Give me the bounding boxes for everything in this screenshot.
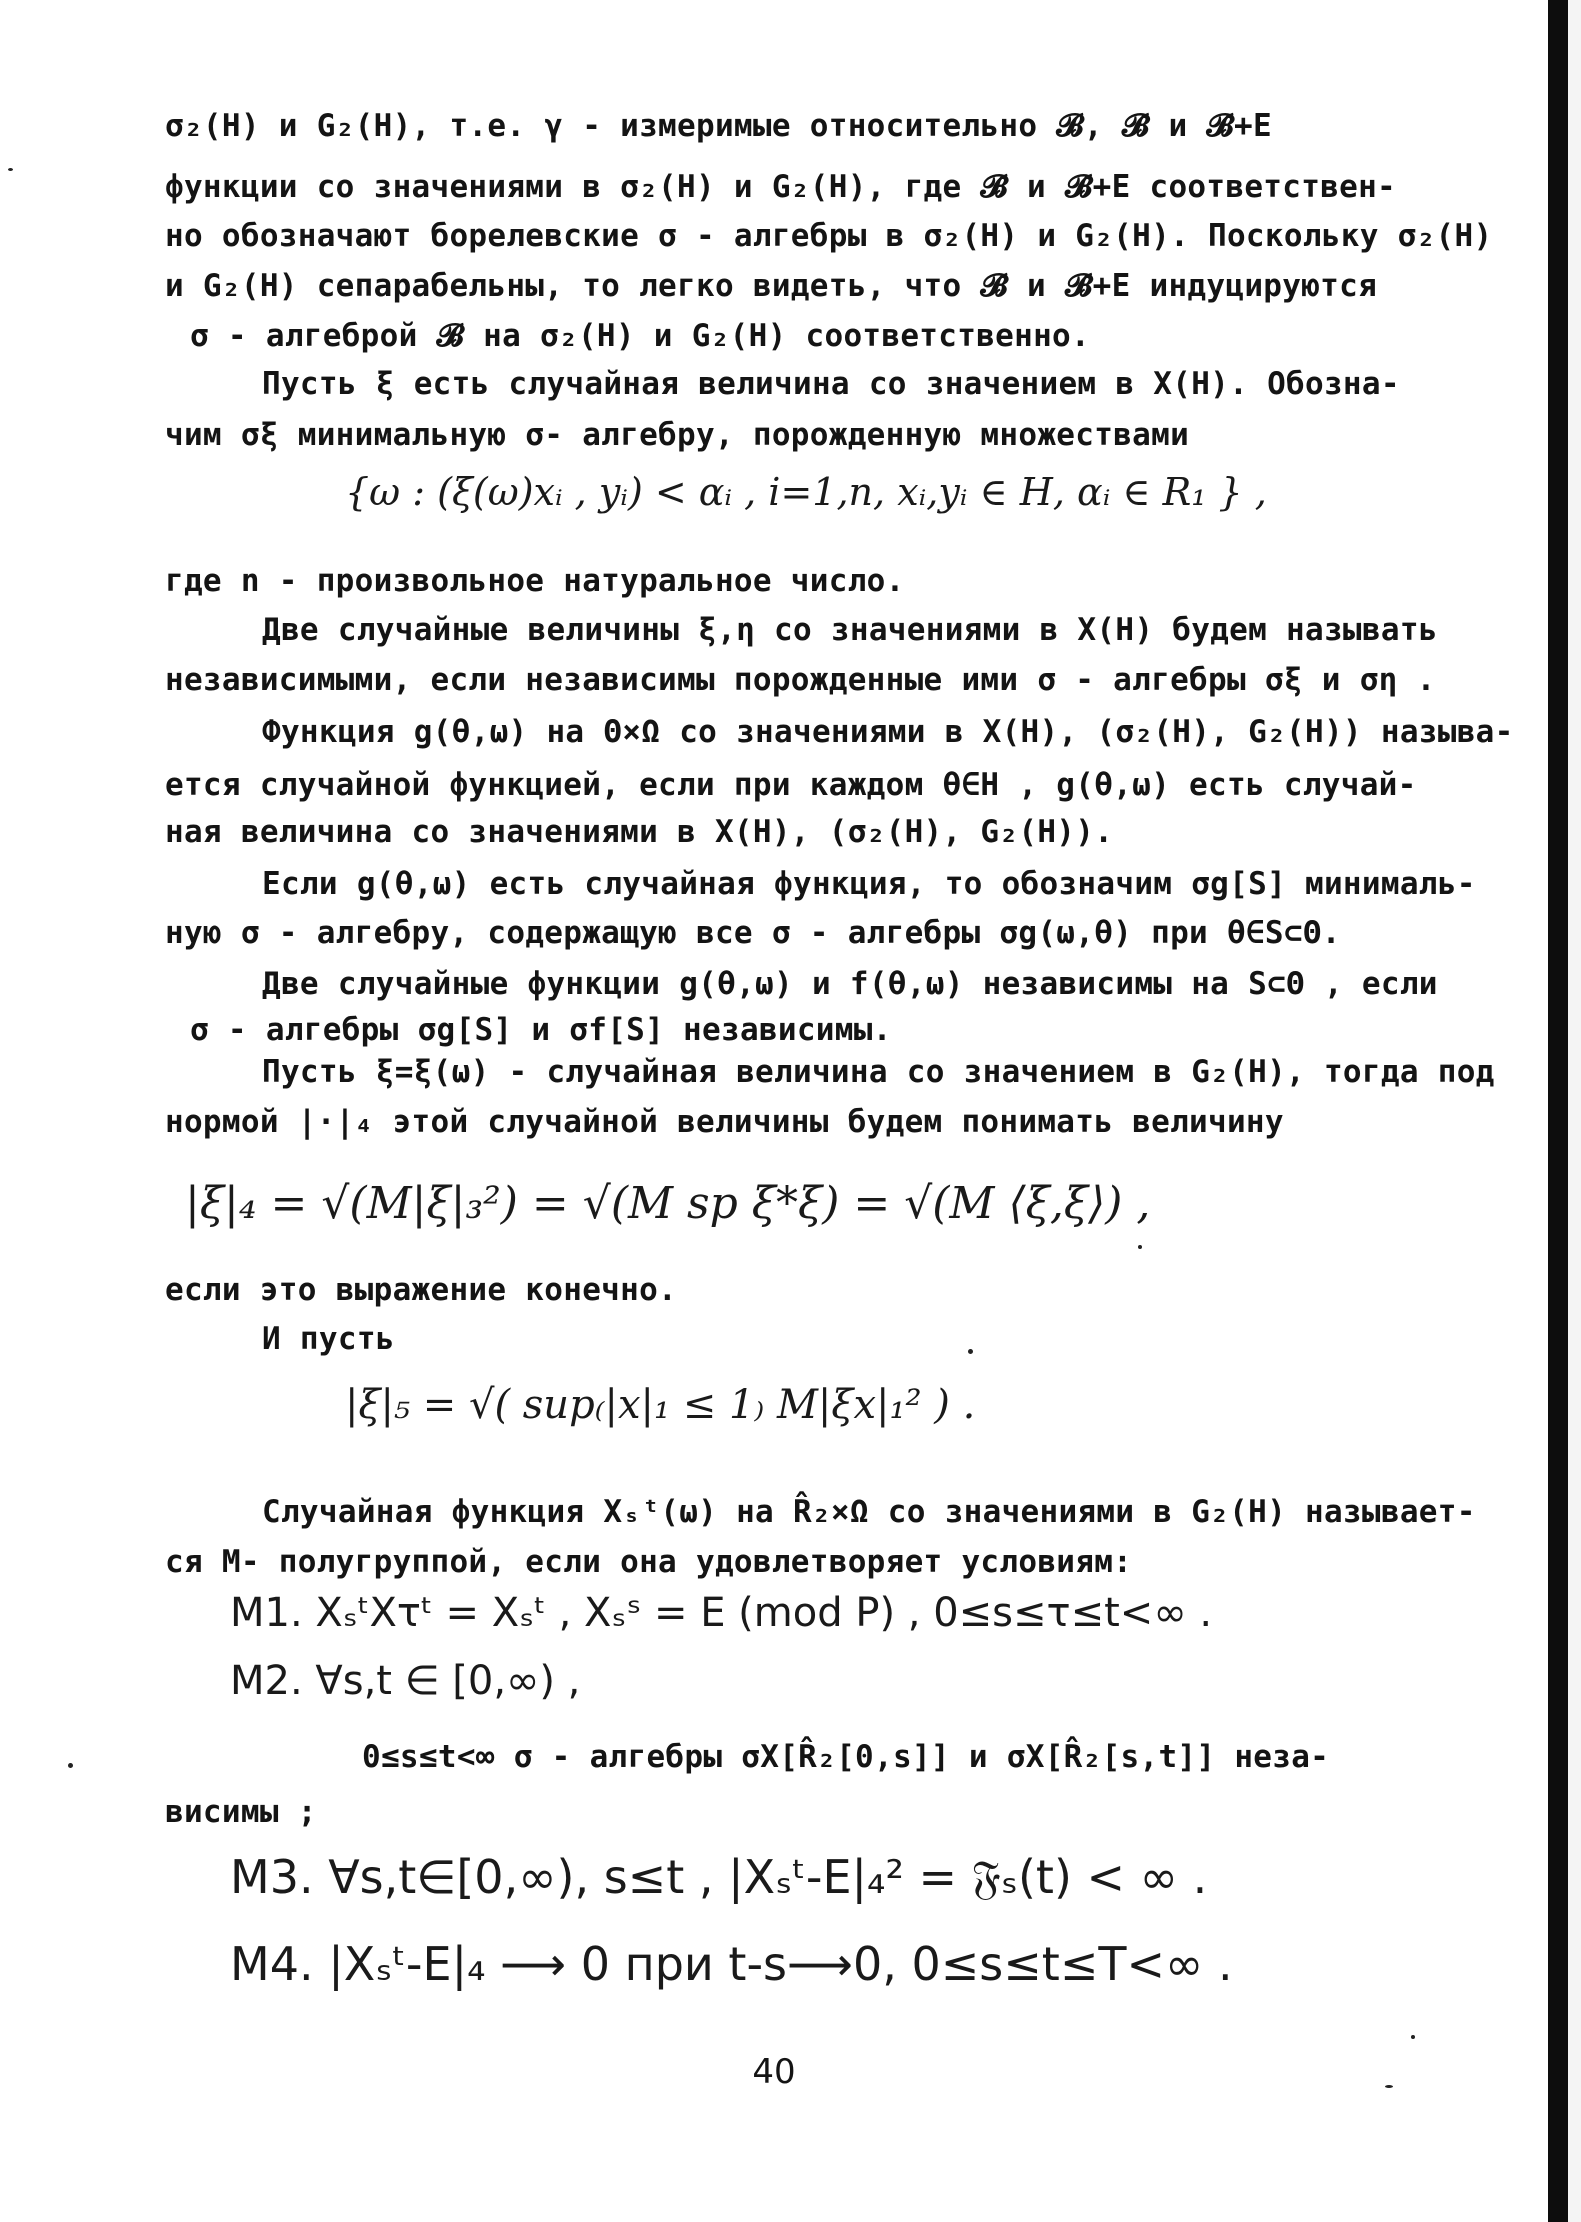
text-line: σ - алгебры σg[S] и σf[S] независимы. [190, 1012, 892, 1048]
condition-m1: M1. XₛᵗXτᵗ = Xₛᵗ , Xₛˢ = E (mod P) , 0≤s≤τ≤t<∞ . [230, 1590, 1213, 1636]
text-line: ся M- полугруппой, если она удовлетворяет условиям: [165, 1544, 1133, 1580]
text-line: нормой |·|₄ этой случайной величины будем понимать величину [165, 1104, 1284, 1140]
text-line: если это выражение конечно. [165, 1272, 678, 1308]
text-line: σ - алгеброй 𝓑 на σ₂(H) и G₂(H) соответственно. [190, 318, 1090, 354]
text-line: и G₂(H) сепарабельны, то легко видеть, что 𝓑̂ и 𝓑̂+E индуцируются [165, 268, 1378, 304]
paragraph-start: Две случайные величины ξ,η со значениями в X(H) будем называть [262, 612, 1438, 648]
scan-binding-edge [1548, 0, 1568, 2222]
text-line: висимы ; [165, 1794, 317, 1830]
text-line: σ₂(H) и G₂(H), т.е. γ - измеримые относительно 𝓑, 𝓑̂ и 𝓑̂+E [165, 108, 1272, 144]
scan-speck [968, 1349, 973, 1354]
scan-speck [1411, 2035, 1415, 2039]
scan-speck [1138, 1245, 1142, 1249]
text-line: где n - произвольное натуральное число. [165, 563, 905, 599]
text-line: ется случайной функцией, если при каждом θ∈H , g(θ,ω) есть случай- [165, 767, 1417, 803]
condition-m3: M3. ∀s,t∈[0,∞), s≤t , |Xₛᵗ-E|₄² = 𝔉ₛ(t) < ∞ . [230, 1850, 1208, 1904]
paragraph-start: И пусть [262, 1321, 395, 1357]
paragraph-start: Если g(θ,ω) есть случайная функция, то обозначим σg[S] минималь- [262, 866, 1476, 902]
paragraph-start: Случайная функция Xₛᵗ(ω) на R̂₂×Ω со значениями в G₂(H) называет- [262, 1494, 1476, 1530]
formula-norm-5: |ξ|₅ = √( sup₍|x|₁ ≤ 1₎ M|ξx|₁² ) . [345, 1382, 976, 1428]
paragraph-start: Пусть ξ есть случайная величина со значением в X(H). Обозна- [262, 366, 1400, 402]
formula-set-definition: {ω : (ξ(ω)xᵢ , yᵢ) < αᵢ , i=1,n, xᵢ,yᵢ ∈ H, αᵢ ∈ R₁ } , [345, 470, 1267, 514]
text-line: независимыми, если независимы порожденные ими σ - алгебры σξ и ση . [165, 662, 1436, 698]
formula-norm-4: |ξ|₄ = √(M|ξ|₃²) = √(M sp ξ*ξ) = √(M ⟨ξ,ξ⟩) , [185, 1178, 1151, 1229]
scan-speck [8, 168, 13, 171]
text-line: чим σξ минимальную σ- алгебру, порожденную множествами [165, 417, 1190, 453]
paragraph-start: Две случайные функции g(θ,ω) и f(θ,ω) независимы на S⊂Θ , если [262, 966, 1438, 1002]
scan-speck [1385, 2085, 1393, 2088]
paragraph-start: Функция g(θ,ω) на Θ×Ω со значениями в X(H), (σ₂(H), G₂(H)) называ- [262, 714, 1514, 750]
text-line: 0≤s≤t<∞ σ - алгебры σX[R̂₂[0,s]] и σX[R̂₂[s,t]] неза- [362, 1739, 1330, 1775]
text-line: функции со значениями в σ₂(H) и G₂(H), где 𝓑̂ и 𝓑̂+E соответствен- [165, 169, 1397, 205]
condition-m2: M2. ∀s,t ∈ [0,∞) , [230, 1658, 581, 1704]
text-line: ную σ - алгебру, содержащую все σ - алгебры σg(ω,θ) при θ∈S⊂Θ. [165, 915, 1341, 951]
text-line: ная величина со значениями в X(H), (σ₂(H), G₂(H)). [165, 814, 1114, 850]
page-number: 40 [752, 2052, 796, 2092]
scan-page-margin [1568, 0, 1581, 2222]
text-line: но обозначают борелевские σ - алгебры в σ₂(H) и G₂(H). Поскольку σ₂(H) [165, 218, 1493, 254]
condition-m4: M4. |Xₛᵗ-E|₄ ⟶ 0 при t-s⟶0, 0≤s≤t≤T<∞ . [230, 1937, 1233, 1991]
paragraph-start: Пусть ξ=ξ(ω) - случайная величина со значением в G₂(H), тогда под [262, 1054, 1495, 1090]
scan-speck [68, 1763, 73, 1768]
